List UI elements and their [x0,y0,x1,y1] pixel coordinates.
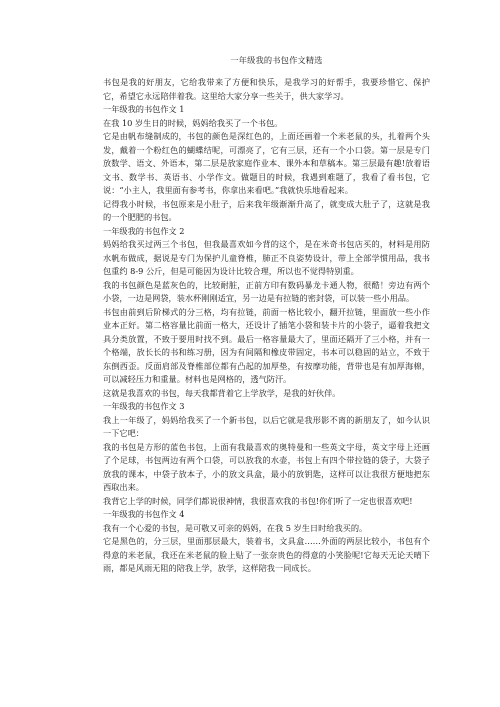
paragraph: 记得我小时候，书包原来是小肚子，后来我年级渐渐升高了，就变成大肚子了，这就是我的一个肥肥的书包。 [103,198,430,222]
paragraph: 它是由帆布缝制成的，书包的颜色是深红色的，上面还画着一个米老鼠的头，扎着两个头发，戴着一个粉红色的蝴蝶结呢，可漂亮了，它有三层，还有一个小口袋。第一层是专门放数学、语文、外语本，第二层是放家庭作业本、课外本和草稿本。第三层最有趣!放着语文书、数学书、英语书、小学作文。做题目的时候，我遇到难题了，我看了看书包，它说：“小主人，我里面有参考书，你拿出来看吧。”我就快乐地看起来。 [103,131,430,195]
paragraph: 它是黑色的，分三层，里面那层最大，装着书，文具盒……外面的两层比较小，书包有个得意的米老鼠，我还在米老鼠的脸上贴了一张奈贵色的得意的小笑脸呢!它每天无论天晴下雨，都是风雨无阻的陪我上学，放学，这样陪我一同成长。 [103,536,430,573]
section-heading: 一年级我的书包作文 2 [103,225,185,236]
section-1 [103,103,430,225]
paragraph: 在我 10 岁生日的时候，妈妈给我买了一个书包。 [103,117,283,128]
section-4 [103,508,430,576]
paragraph: 我的书包颜色是蓝灰色的，比较耐脏，正前方印有数码暴龙卡通人物，很酷！旁边有两个小袋，一边是网袋，装水杯刚刚适宜，另一边是有拉链的密封袋，可以装一些小用品。 [103,279,430,303]
paragraph: 我有一个心爱的书包，是可敬又可亲的妈妈，在我 5 岁生日时给我买的。 [103,522,368,533]
intro-paragraph: 书包是我的好朋友，它给我带来了方便和快乐，是我学习的好帮手，我要珍惜它、保护它，希望它永远陪伴着我。这里给大家分享一些关于，供大家学习。 [103,77,430,101]
document-title: 一年级我的书包作文精选 [230,55,323,65]
paragraph: 我上一年级了，妈妈给我买了一个新书包，以后它就是我形影不离的新朋友了，如今认识一下它吧： [103,414,430,438]
section-heading: 一年级我的书包作文 4 [103,509,185,519]
paragraph: 书包由前到后阶梯式的分三格，均有拉链，前面一格比较小，翻开拉链，里面放一些小作业本正好。第二格容量比前面一格大，还设计了插笔小袋和装卡片的小袋子，逼着我把文具分类放置，不致于要用时找不到。最后一格容量最大了，里面还隔开了三小格，并有一个格端，放长长的书和练习册，因为有间隔和橡皮带固定，书本可以稳固的站立，不致于东倒西歪。反面肩部及脊椎部位都有凸起的加厚垫，有按摩功能，背带也是有加厚海棉，可以减轻压力和重量。材料也是网格的，透气防汗。 [103,306,430,384]
paragraph: 我的书包是方形的蓝色书包，上面有我最喜欢的奥特曼和一些英文字母，英文字母上还画了个足球，书包两边有两个口袋，可以放我的水壶，书包上有四个带拉链的袋子，大袋子放我的课本，中袋子放本子，小的放文具盒，最小的放钥匙，这样可以让我很方便地把东西取出来。 [103,441,430,492]
section-2 [103,225,430,401]
paragraph: 我背它上学的时候，同学们都说很神情，我很喜欢我的书包!你们听了一定也很喜欢吧! [103,495,413,506]
section-3 [103,400,430,508]
paragraph: 妈妈给我买过两三个书包，但我最喜欢如今背的这个，是在米奇书包店买的，材料是用防水帆布做成，据说是专门为保护儿童脊椎，肺正不良姿势设计，带上全部学惯用品，我书包重约 8-9 公斤，但是可能因为设计比较合理，所以也不觉得特别重。 [103,239,430,276]
section-heading: 一年级我的书包作文 1 [103,104,185,114]
section-heading: 一年级我的书包作文 3 [103,401,185,411]
paragraph: 这就是我喜欢的书包，每天我都背着它上学放学，是我的好伙伴。 [103,387,341,398]
